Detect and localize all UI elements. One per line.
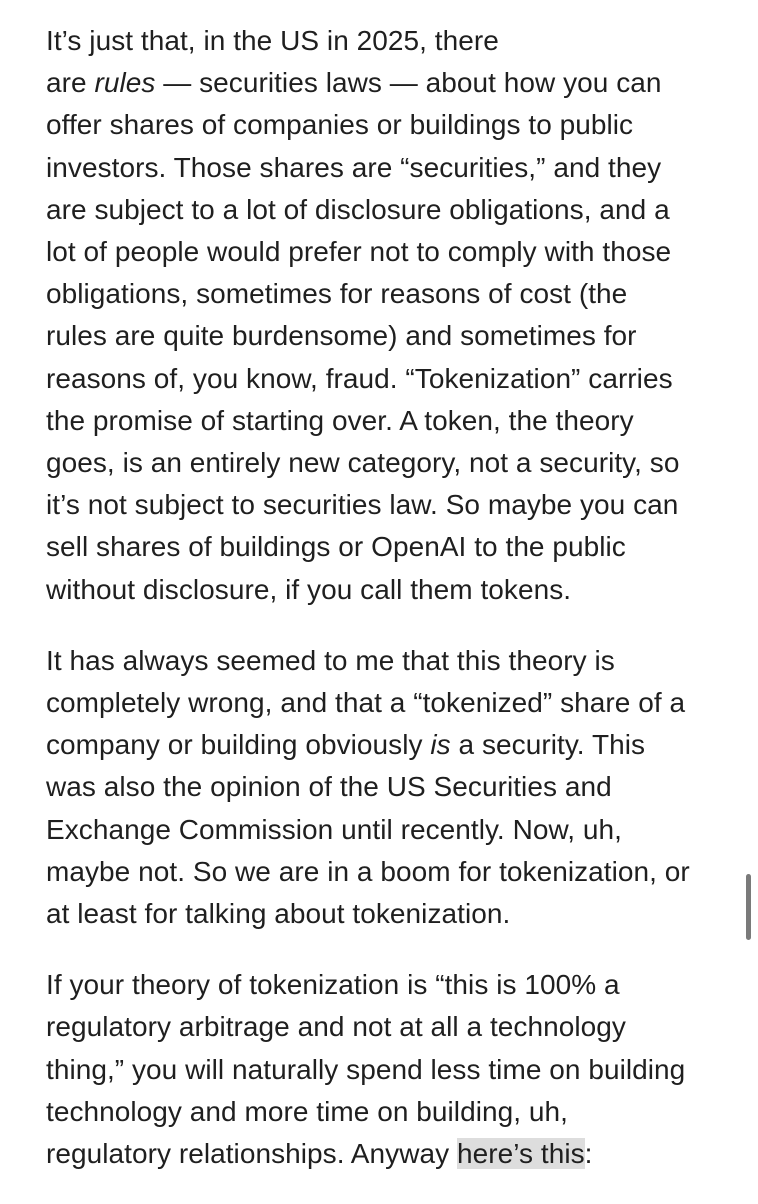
text-line: reasons of, you know, fraud. “Tokenization” carries (46, 362, 673, 394)
text-line: regulatory arbitrage and not at all a technology (46, 1011, 626, 1043)
text-line: lot of people would prefer not to comply with those (46, 236, 672, 268)
text-line: without disclosure, if you call them tokens. (46, 573, 572, 605)
text-line: at least for talking about tokenization. (46, 898, 511, 930)
text-segment: : (584, 1138, 593, 1170)
text-line: sell shares of buildings or OpenAI to the public (46, 531, 626, 563)
text-line: If your theory of tokenization is “this is 100% a (46, 969, 620, 1001)
text-segment: regulatory relationships. Anyway (46, 1138, 457, 1170)
text-line: maybe not. So we are in a boom for tokenization, or (46, 855, 690, 887)
emphasis-text: is (430, 729, 451, 761)
text-segment: are (46, 67, 95, 99)
text-line: thing,” you will naturally spend less time on building (46, 1053, 686, 1085)
text-segment: a security. This (450, 729, 646, 761)
text-line (46, 724, 716, 766)
text-line: rules are quite burdensome) and sometimes for (46, 320, 637, 352)
text-line: goes, is an entirely new category, not a security, so (46, 447, 680, 479)
text-line: completely wrong, and that a “tokenized” share of a (46, 687, 686, 719)
text-line: It’s just that, in the US in 2025, there (46, 25, 499, 56)
text-line: offer shares of companies or buildings to public (46, 109, 634, 141)
text-line: are subject to a lot of disclosure obligations, and a (46, 193, 670, 225)
text-line (46, 1133, 716, 1175)
scrollbar-thumb[interactable] (746, 874, 751, 940)
text-line: it’s not subject to securities law. So maybe you can (46, 489, 679, 521)
text-line: technology and more time on building, uh, (46, 1095, 568, 1127)
text-line (46, 62, 716, 104)
text-line: obligations, sometimes for reasons of cost (the (46, 278, 628, 310)
text-line: investors. Those shares are “securities,” and they (46, 151, 662, 183)
emphasis-text: rules (94, 67, 156, 99)
paragraph-1 (46, 20, 716, 611)
heres-this-link[interactable]: here’s this (456, 1138, 585, 1170)
text-segment: company or building obviously (46, 729, 431, 761)
text-line: was also the opinion of the US Securities and (46, 771, 612, 803)
article-body (46, 20, 716, 1204)
text-line: It has always seemed to me that this theory is (46, 644, 615, 676)
text-segment: — securities laws — about how you can (155, 67, 662, 99)
text-line: the promise of starting over. A token, the theory (46, 404, 634, 436)
paragraph-3 (46, 964, 716, 1175)
text-line: Exchange Commission until recently. Now, uh, (46, 813, 622, 845)
paragraph-2 (46, 640, 716, 935)
